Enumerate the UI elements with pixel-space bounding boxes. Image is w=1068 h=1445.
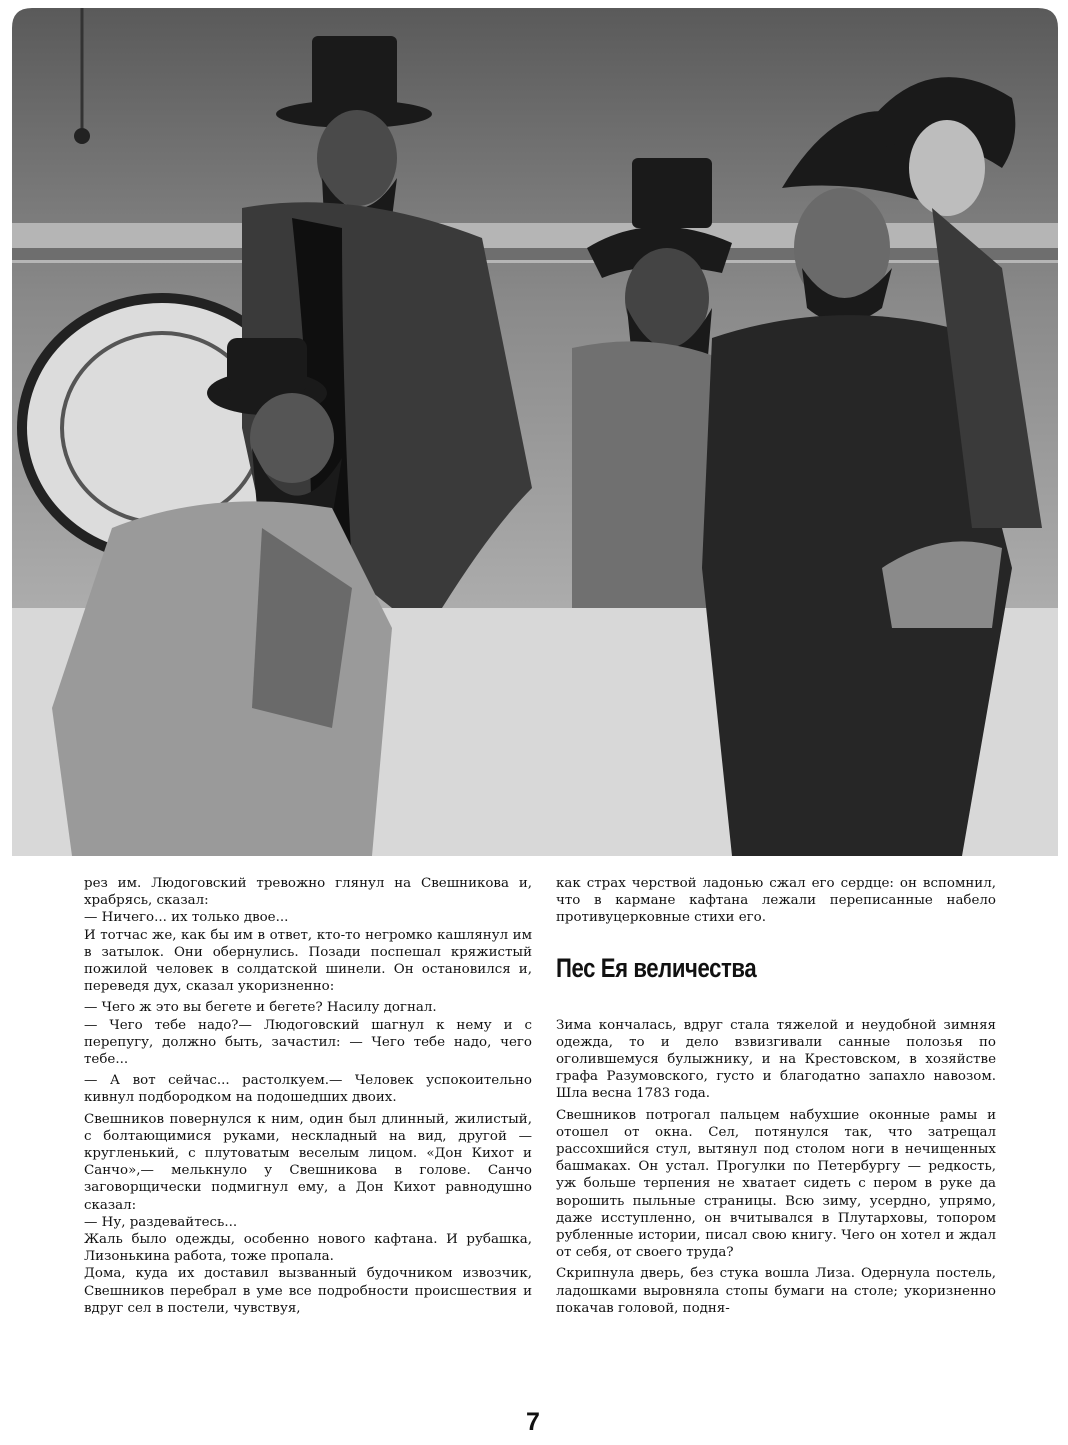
paragraph: — А вот сейчас... растолкуем.— Человек успокоительно кивнул подбородком на подошедших двоих. <box>84 1073 532 1106</box>
paragraph: Жаль было одежды, особенно нового кафтана. И рубашка, Лизонькина работа, тоже пропала. <box>84 1232 532 1265</box>
paragraph: Свешников потрогал пальцем набухшие оконные рамы и отошел от окна. Сел, потянулся так, что затрещал рассохшийся стул, вытянул под столом ноги в нечищенных башмаках. Он устал. Прогулки по Петербургу — редкость, уж больше терпения не хватает сидеть с пером в руке да ворошить пыльные страницы. Всю зиму, усердно, упрямо, даже исступленно, он вчитывался в Плутарховы, топором рубленные истории, писал свою книгу. Чего он хотел и ждал от себя, от своего труда? <box>556 1107 996 1261</box>
paragraph: Скрипнула дверь, без стука вошла Лиза. Одернула постель, ладошками выровняла стопы бумаги на столе; укоризненно покачав головой, подня- <box>556 1266 996 1316</box>
engraving-illustration <box>12 8 1058 856</box>
paragraph: Свешников повернулся к ним, один был длинный, жилистый, с болтающимися руками, нескладный на вид, другой — кругленький, с плутоватым веселым лицом. «Дон Кихот и Санчо»,— мелькнуло у Свешникова в голове. Санчо заговорщически подмигнул ему, а Дон Кихот равнодушно сказал: <box>84 1111 532 1213</box>
paragraph: — Ничего... их только двое... <box>84 910 289 926</box>
paragraph: — Ну, раздевайтесь... <box>84 1214 238 1230</box>
paragraph: — Чего ж это вы бегете и бегете? Насилу догнал. <box>84 1000 437 1016</box>
paragraph: — Чего тебе надо?— Людоговский шагнул к нему и с перепугу, должно быть, зачастил: — Чего тебе надо, чего тебе... <box>84 1017 532 1068</box>
paragraph: рез им. Людоговский тревожно глянул на Свешникова и, храбрясь, сказал: <box>84 876 532 909</box>
illustration <box>12 8 1058 856</box>
section-heading: Пес Ея величества <box>556 952 757 983</box>
paragraph: как страх черствой ладонью сжал его сердце: он вспомнил, что в кармане кафтана лежали переписанные набело противуцерковные стихи его. <box>556 876 996 926</box>
page-number: 7 <box>526 1408 540 1436</box>
paragraph: И тотчас же, как бы им в ответ, кто-то негромко кашлянул им в затылок. Они обернулись. Позади поспешал кряжистый пожилой человек в солдатской шинели. Он остановился и, переведя дух, сказал укоризненно: <box>84 927 532 995</box>
paragraph: Зима кончалась, вдруг стала тяжелой и неудобной зимняя одежда, то и дело взвизгивали санные полозья по оголившемуся булыжнику, и на Крестовском, в хозяйстве графа Разумовского, густо и благодатно запахло навозом. Шла весна 1783 года. <box>556 1017 996 1102</box>
right-column <box>556 875 996 1317</box>
left-column <box>84 875 532 1317</box>
paragraph: Дома, куда их доставил вызванный будочником извозчик, Свешников перебрал в уме все подробности происшествия и вдруг сел в постели, чувствуя, <box>84 1266 532 1316</box>
